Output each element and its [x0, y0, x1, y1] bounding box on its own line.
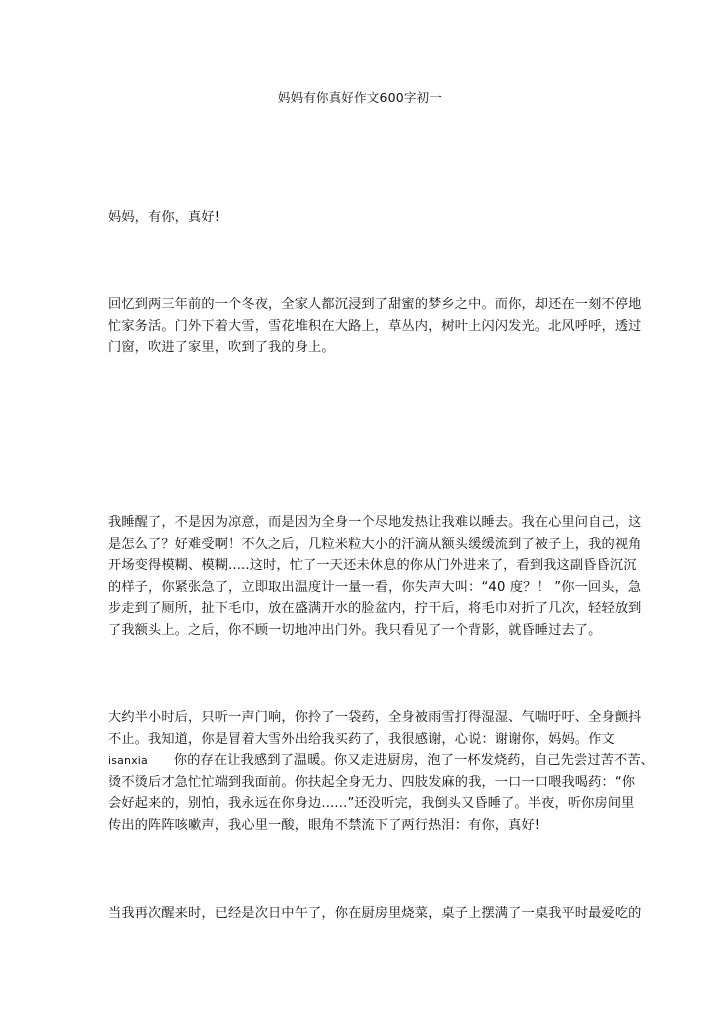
paragraph-1 — [108, 207, 614, 229]
paragraph-line: 步走到了厕所，扯下毛巾，放在盛满开水的脸盆内，拧干后，将毛巾对折了几次，轻轻放到 — [108, 601, 642, 617]
document-title: 妈妈有你真好作文600字初一 — [277, 90, 443, 105]
paragraph-2 — [108, 294, 642, 359]
paragraph-line: 会好起来的，别怕，我永远在你身边......”还没听完，我倒头又昏睡了。半夜，听你房间里 — [108, 796, 635, 812]
paragraph-line: 是怎么了？好难受啊！不久之后，几粒米粒大小的汗滴从额头缓缓流到了被子上，我的视角 — [108, 536, 642, 552]
paragraph-line: 大约半小时后，只听一声门响，你拎了一袋药，全身被雨雪打得湿湿、气喘吁吁、全身颤抖 — [108, 710, 642, 725]
paragraph-line: 的样子，你紧张急了，立即取出温度计一量一看，你失声大叫：“40 度？！ ”你一回头，急 — [108, 579, 642, 595]
paragraph-line: 不止。我知道，你是冒着大雪外出给我买药了，我很感谢，心说：谢谢你，妈妈。作文 — [108, 731, 615, 747]
paragraph-3 — [108, 512, 642, 642]
paragraph-line: 烫不烫后才急忙忙端到我面前。你扶起全身无力、四肢发麻的我，一口一口喂我喝药：“你 — [108, 774, 636, 790]
paragraph-line: 了我额头上。之后，你不顾一切地冲出门外。我只看见了一个背影，就昏睡过去了。 — [108, 622, 602, 638]
paragraph-5 — [108, 903, 642, 925]
paragraph-4 — [108, 707, 655, 837]
paragraph-line: 开场变得模糊、模糊.....这时，忙了一天还未休息的你从门外进来了，看到我这副昏昏沉沉 — [108, 558, 637, 574]
paragraph-line-with-watermark — [108, 750, 655, 772]
paragraph-line: 我睡醒了，不是因为凉意，而是因为全身一个尽地发热让我难以睡去。我在心里问自己，这 — [108, 515, 642, 530]
watermark-text: isanxia — [108, 754, 148, 768]
paragraph-line: 回忆到两三年前的一个冬夜，全家人都沉浸到了甜蜜的梦乡之中。而你，却还在一刻不停地 — [108, 297, 642, 312]
paragraph-line: 传出的阵阵咳嗽声，我心里一酸，眼角不禁流下了两行热泪：有你，真好! — [108, 817, 541, 833]
paragraph-line: 门窗，吹进了家里，吹到了我的身上。 — [108, 340, 335, 356]
paragraph-line: 妈妈，有你，真好! — [108, 210, 221, 225]
paragraph-line-text: 你的存在让我感到了温暖。你又走进厨房，泡了一杯发烧药，自己先尝过苦不苦、 — [173, 753, 655, 769]
paragraph-line: 当我再次醒来时，已经是次日中午了，你在厨房里烧菜，桌子上摆满了一桌我平时最爱吃的 — [108, 906, 642, 921]
paragraph-line: 忙家务活。门外下着大雪，雪花堆积在大路上，草丛内，树叶上闪闪发光。北风呼呼，透过 — [108, 318, 642, 334]
